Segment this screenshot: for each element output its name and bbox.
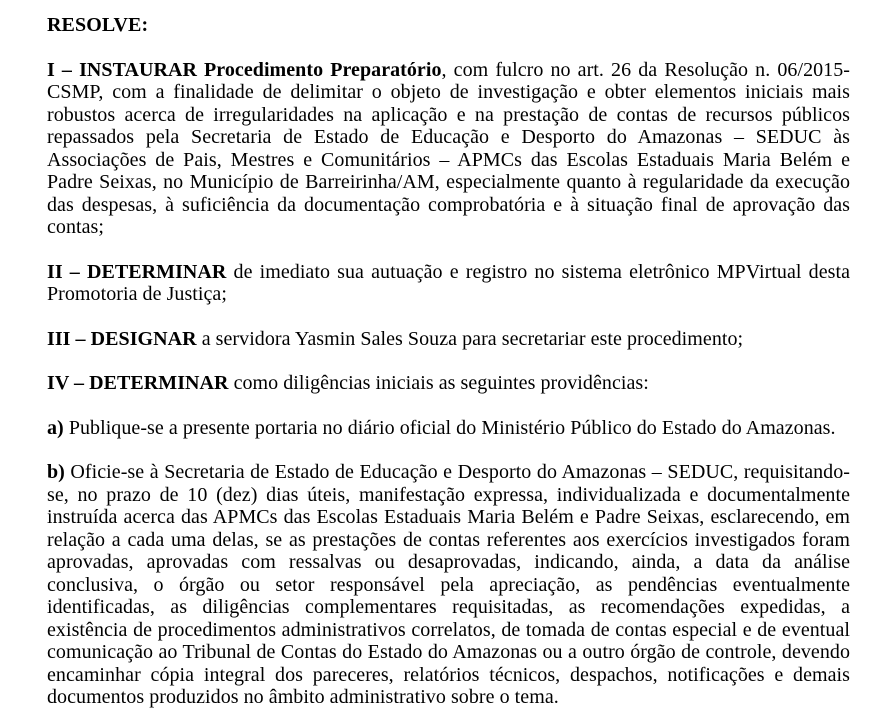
paragraph-text-a: Publique-se a presente portaria no diário oficial do Ministério Público do Estado do Amazonas. xyxy=(63,416,836,439)
paragraph-text-iv: como diligências iniciais as seguintes providências: xyxy=(228,372,649,394)
paragraph-marker-iv: IV – DETERMINAR xyxy=(47,372,229,394)
paragraph-item-iii xyxy=(47,328,850,351)
paragraph-marker-i: I – INSTAURAR Procedimento Preparatório xyxy=(47,58,442,81)
paragraph-marker-iii: III – DESIGNAR xyxy=(47,327,197,350)
paragraph-marker-b: b) xyxy=(47,461,65,483)
paragraph-marker-a: a) xyxy=(47,416,64,439)
paragraph-text-iii: a servidora Yasmin Sales Souza para secretariar este procedimento; xyxy=(196,327,744,350)
paragraph-item-iv xyxy=(47,372,850,395)
paragraph-text-b: Oficie-se à Secretaria de Estado de Educação e Desporto do Amazonas – SEDUC, requisitando-se, no prazo de 10 (dez) dias úteis, manifestação expressa, individualizada e documentalmente instruída acerca das APMCs das Escolas Estaduais Maria Belém e Padre Seixas, esclarecendo, em relação a cada uma delas, se as prestações de contas referentes aos exercícios investigados foram aprovadas, aprovadas com ressalvas ou desaprovadas, indicando, ainda, a data da análise conclusiva, o órgão ou setor responsável pela apreciação, as pendências eventualmente identificadas, as diligências complementares requisitadas, as recomendações expedidas, a existência de procedimentos administrativos correlatos, de tomada de contas especial e de eventual comunicação ao Tribunal de Contas do Estado do Amazonas ou a outro órgão de controle, devendo encaminhar cópia integral dos pareceres, relatórios técnicos, despachos, notificações e demais documentos produzidos no âmbito administrativo sobre o tema. xyxy=(47,461,850,708)
page-title: RESOLVE: xyxy=(47,14,149,36)
document-body xyxy=(47,14,850,709)
paragraph-item-ii xyxy=(47,261,850,306)
paragraph-item-b xyxy=(47,461,850,709)
paragraph-text-ii: de imediato sua autuação e registro no sistema eletrônico MPVirtual desta Promotoria de Justiça; xyxy=(47,260,850,305)
paragraph-marker-ii: II – DETERMINAR xyxy=(47,260,227,283)
paragraph-item-i xyxy=(47,59,850,239)
paragraph-text-i: , com fulcro no art. 26 da Resolução n. 06/2015-CSMP, com a finalidade de delimitar o objeto de investigação e obter elementos iniciais mais robustos acerca de irregularidades na aplicação e na prestação de contas de recursos públicos repassados pela Secretaria de Estado de Educação e Desporto do Amazonas – SEDUC às Associações de Pais, Mestres e Comunitários – APMCs das Escolas Estaduais Maria Belém e Padre Seixas, no Município de Barreirinha/AM, especialmente quanto à regularidade da execução das despesas, à suficiência da documentação comprobatória e à situação final de aprovação das contas; xyxy=(47,58,850,238)
paragraph-item-a xyxy=(47,417,850,440)
